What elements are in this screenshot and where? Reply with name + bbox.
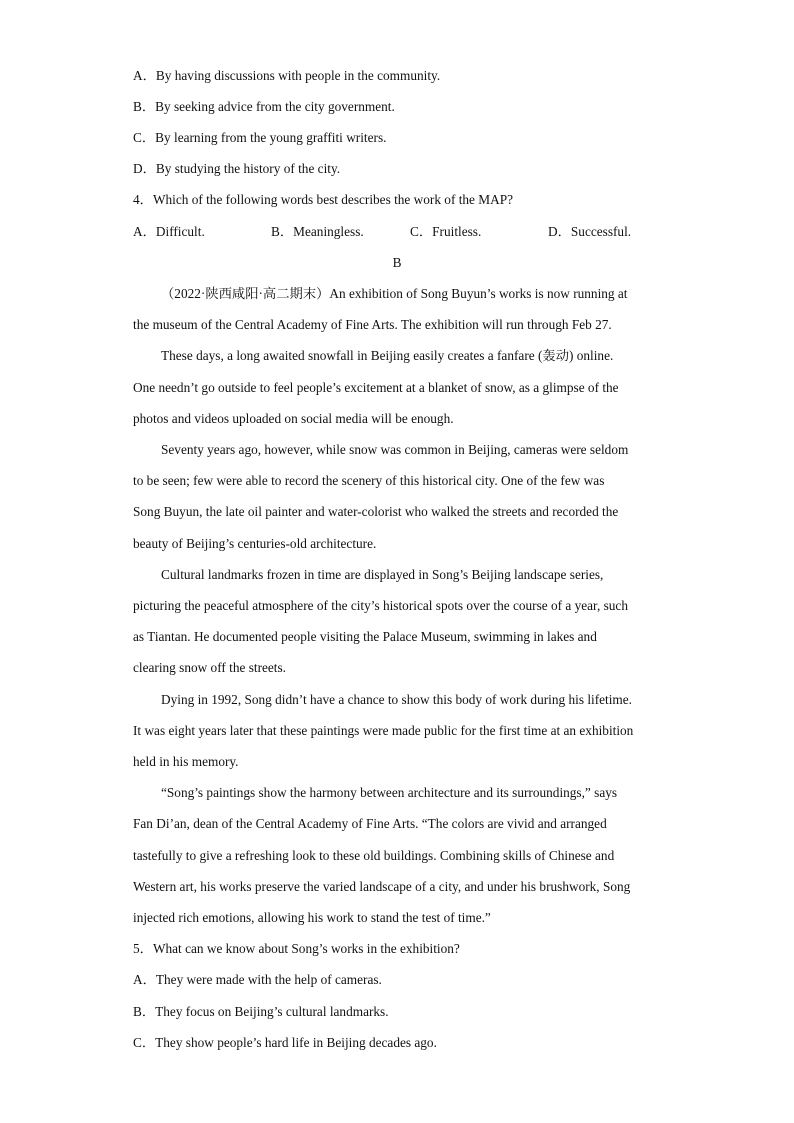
passage-line: as Tiantan. He documented people visiting the Palace Museum, swimming in lakes and: [133, 629, 597, 644]
q5-stem: 5．What can we know about Song’s works in the exhibition?: [133, 941, 460, 956]
q5-option-b: B．They focus on Beijing’s cultural landmarks.: [133, 1004, 389, 1019]
passage-line: These days, a long awaited snowfall in Beijing easily creates a fanfare (轰动) online.: [161, 348, 614, 363]
q5-option-c: C．They show people’s hard life in Beijing decades ago.: [133, 1035, 437, 1050]
q3-option-a: A．By having discussions with people in the community.: [133, 68, 441, 83]
passage-line: Western art, his works preserve the varied landscape of a city, and under his brushwork, Song: [133, 879, 631, 894]
passage-line: Cultural landmarks frozen in time are displayed in Song’s Beijing landscape series,: [161, 567, 604, 582]
q4-stem: 4．Which of the following words best describes the work of the MAP?: [133, 192, 513, 207]
passage-line: the museum of the Central Academy of Fine Arts. The exhibition will run through Feb 27.: [133, 317, 612, 332]
passage-line: （2022·陕西咸阳·高二期末）An exhibition of Song Buyun’s works is now running at: [161, 286, 628, 301]
passage-line: picturing the peaceful atmosphere of the city’s historical spots over the course of a year, such: [133, 598, 628, 613]
q3-option-c: C．By learning from the young graffiti writers.: [133, 130, 387, 145]
q3-option-d: D．By studying the history of the city.: [133, 161, 341, 176]
q4-option-c: C．Fruitless.: [410, 224, 482, 239]
passage-line: “Song’s paintings show the harmony between architecture and its surroundings,” says: [161, 785, 618, 800]
q4-option-d: D．Successful.: [548, 224, 632, 239]
passage-line: One needn’t go outside to feel people’s excitement at a blanket of snow, as a glimpse of the: [133, 380, 619, 395]
passage-line: tastefully to give a refreshing look to these old buildings. Combining skills of Chinese and: [133, 848, 615, 863]
passage-line: to be seen; few were able to record the scenery of this historical city. One of the few was: [133, 473, 605, 488]
passage-line: Song Buyun, the late oil painter and water-colorist who walked the streets and recorded the: [133, 504, 619, 519]
passage-heading: B: [392, 255, 402, 270]
q5-option-a: A．They were made with the help of cameras.: [133, 972, 382, 987]
passage-line: clearing snow off the streets.: [133, 660, 286, 675]
passage-line: held in his memory.: [133, 754, 239, 769]
passage-line: Dying in 1992, Song didn’t have a chance to show this body of work during his lifetime.: [161, 692, 632, 707]
passage-line: injected rich emotions, allowing his work to stand the test of time.”: [133, 910, 491, 925]
q3-option-b: B．By seeking advice from the city government.: [133, 99, 395, 114]
passage-line: photos and videos uploaded on social media will be enough.: [133, 411, 454, 426]
q4-option-b: B．Meaningless.: [271, 224, 364, 239]
passage-line: It was eight years later that these paintings were made public for the first time at an exhibition: [133, 723, 634, 738]
q4-option-a: A．Difficult.: [133, 224, 205, 239]
passage-line: Seventy years ago, however, while snow was common in Beijing, cameras were seldom: [161, 442, 629, 457]
passage-line: Fan Di’an, dean of the Central Academy of Fine Arts. “The colors are vivid and arranged: [133, 816, 607, 831]
passage-line: beauty of Beijing’s centuries-old architecture.: [133, 536, 377, 551]
